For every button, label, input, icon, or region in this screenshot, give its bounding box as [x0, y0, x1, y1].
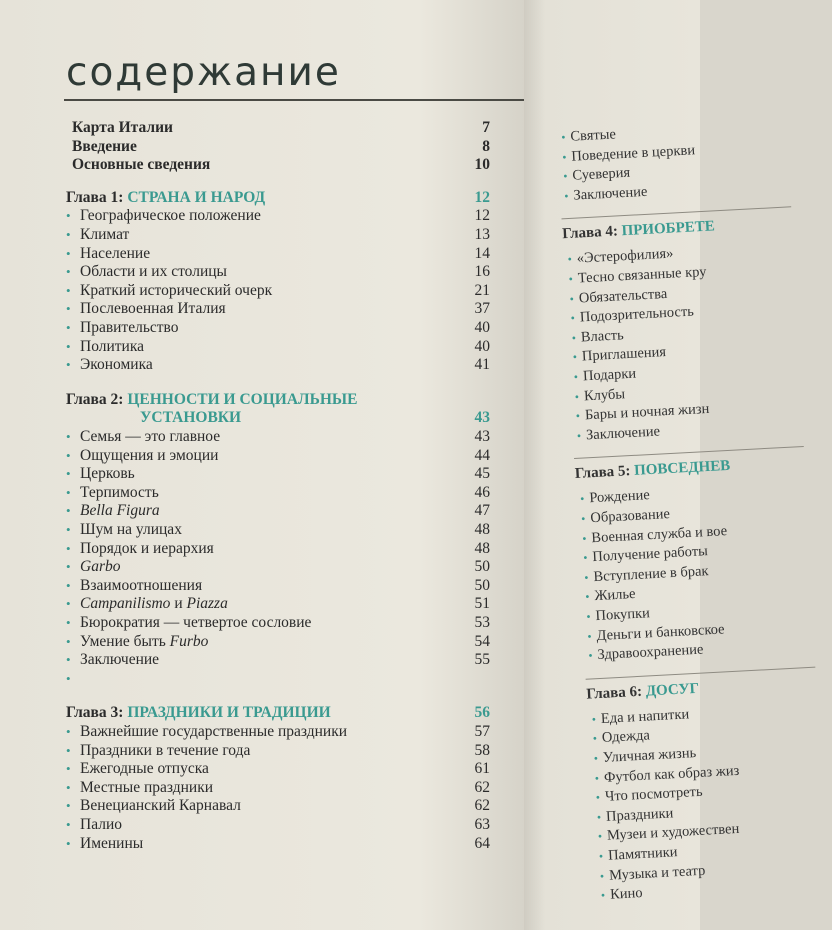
toc-front-entry: [66, 118, 490, 137]
bullet-icon: •: [560, 130, 566, 145]
bullet-icon: •: [583, 570, 589, 585]
toc-entry: [66, 594, 490, 613]
toc-entry-page: 12: [474, 207, 490, 225]
bullet-icon: •: [66, 264, 71, 280]
label-part: Умение быть: [80, 632, 170, 650]
bullet-icon: •: [593, 751, 599, 766]
toc-entry-label: Население: [80, 244, 151, 262]
toc-entry-page: 14: [474, 244, 490, 262]
toc-entry-label: Музеи и художествен: [606, 821, 740, 845]
toc-entry-label: Поведение в церкви: [571, 141, 696, 165]
toc-entry-label: Основные сведения: [72, 156, 211, 174]
right-toc-entry: [574, 385, 625, 406]
toc-entry: [66, 539, 490, 558]
toc-entry-page: 63: [474, 816, 490, 833]
bullet-icon: •: [592, 731, 598, 746]
toc-entry-page: 45: [474, 465, 490, 483]
bullet-icon: •: [576, 428, 582, 443]
right-chapter-heading: [574, 458, 730, 483]
toc-entry-label: Вступление в брак: [593, 562, 709, 585]
toc-entry-label: Что посмотреть: [604, 783, 703, 806]
toc-entry: [66, 464, 490, 483]
label-part: Campanilismo: [80, 595, 171, 613]
toc-entry: [66, 632, 490, 651]
right-toc-entry: [592, 727, 650, 748]
toc-entry-label: Еда и напитки: [600, 706, 690, 727]
right-page-content: [524, 0, 832, 929]
chapter-title-line: [140, 408, 241, 427]
toc-entry-label: Подарки: [582, 365, 637, 385]
toc-entry: [66, 557, 490, 576]
bullet-icon: •: [66, 724, 71, 739]
toc-entry: [66, 650, 490, 669]
right-toc-entry: [571, 326, 624, 347]
bullet-icon: •: [591, 712, 597, 727]
bullet-icon: •: [600, 888, 606, 903]
right-page: [524, 0, 740, 930]
toc-entry-label: Послевоенная Италия: [80, 300, 226, 318]
chapter-title-continued: УСТАНОВКИ: [140, 409, 242, 427]
right-toc-entry: [588, 641, 704, 665]
toc-entry-label: Памятники: [607, 844, 678, 864]
toc-entry-page: 16: [474, 263, 490, 281]
toc-entry: [66, 225, 490, 244]
right-toc-entry: [563, 164, 631, 185]
right-toc-entry: [585, 585, 636, 606]
toc-entry-label: [80, 632, 208, 651]
toc-entry-label: Правительство: [80, 319, 179, 336]
toc-entry-label: Клубы: [583, 385, 626, 404]
label-part: Furbo: [169, 632, 209, 650]
toc-entry-label: Жилье: [594, 586, 636, 605]
bullet-icon: •: [588, 648, 593, 663]
bullet-icon: •: [66, 835, 71, 851]
toc-entry: [66, 778, 490, 797]
bullet-icon: •: [563, 188, 569, 203]
toc-entry-page: 54: [474, 632, 490, 650]
page-title: содержание: [66, 50, 341, 95]
bullet-icon: •: [575, 408, 581, 424]
toc-entry-label: Карта Италии: [72, 119, 173, 136]
toc-entry: [66, 427, 490, 446]
chapter-title: ДОСУГ: [645, 680, 700, 700]
toc-entry-label: Тесно связанные кру: [577, 263, 707, 287]
toc-entry-label: Деньги и банковское: [596, 620, 725, 644]
chapter-prefix: Глава 5:: [574, 463, 635, 483]
right-toc-entry: [581, 505, 671, 528]
toc-entry: [66, 281, 490, 300]
toc-entry: [66, 815, 490, 834]
toc-entry-label: Экономика: [80, 356, 153, 374]
toc-entry-page: 47: [474, 502, 490, 520]
toc-entry-label: Суеверия: [572, 164, 631, 184]
right-chapter-heading: [586, 681, 699, 704]
toc-entry-label: Важнейшие государственные праздники: [80, 723, 348, 740]
toc-entry-page: 48: [474, 521, 490, 538]
bullet-icon: •: [572, 350, 578, 365]
chapter-rule: [574, 446, 804, 459]
toc-entry-label: Здравоохранение: [597, 641, 704, 664]
toc-entry: [66, 741, 490, 760]
chapter-title-line: [66, 703, 331, 722]
chapter-rule: [561, 207, 791, 220]
toc-entry-page: 7: [482, 119, 490, 136]
bullet-icon: •: [597, 829, 603, 844]
chapter-title: ПОВСЕДНЕВ: [633, 458, 731, 480]
toc-entry-label: Именины: [80, 834, 144, 852]
bullet-icon: •: [66, 522, 71, 537]
bullet-icon: •: [584, 589, 590, 604]
bullet-icon: •: [66, 633, 71, 649]
toc-entry-label: Bella Figura: [80, 502, 160, 520]
toc-entry-label: Заключение: [573, 183, 648, 204]
bullet-icon: •: [66, 227, 71, 242]
toc-chapter-heading: [66, 188, 490, 207]
toc-entry: [66, 262, 490, 281]
toc-entry-label: Праздники в течение года: [80, 741, 251, 759]
toc-entry-page: 44: [474, 446, 490, 464]
toc-front-entry: [66, 137, 490, 156]
toc-entry-label: Местные праздники: [80, 778, 214, 796]
chapter-prefix: Глава 1:: [66, 188, 128, 206]
toc-entry-label: Политика: [80, 337, 145, 355]
toc-entry-label: Географическое положение: [80, 207, 261, 225]
chapter-prefix: Глава 2:: [66, 390, 128, 408]
bullet-icon: •: [598, 849, 604, 864]
chapter-prefix: Глава 6:: [586, 683, 647, 703]
toc-entry-page: 53: [474, 614, 490, 631]
toc-entry-label: Бюрократия — четвертое сословие: [80, 614, 312, 631]
toc-entry: [66, 446, 490, 465]
toc-entry-page: 46: [474, 483, 490, 501]
toc-entry-page: 62: [474, 797, 490, 815]
toc-entry-label: Обязательства: [578, 285, 668, 307]
chapter-page: 56: [474, 704, 490, 722]
toc-entry-label: Уличная жизнь: [602, 745, 697, 766]
toc-entry-page: 37: [474, 300, 490, 318]
toc-entry-page: 58: [474, 741, 490, 759]
right-toc-entry: [596, 804, 673, 826]
toc-entry-label: Палио: [80, 816, 122, 833]
bullet-icon: •: [66, 559, 71, 575]
bullet-icon: •: [66, 301, 71, 317]
toc-entry-page: 13: [474, 226, 490, 243]
label-part: Piazza: [186, 595, 228, 613]
toc-entry-label: Взаимоотношения: [80, 576, 203, 594]
right-toc-entry: [576, 422, 660, 444]
chapter-title-line: [66, 188, 265, 207]
toc-entry: [66, 796, 490, 815]
chapter-title: ЦЕННОСТИ И СОЦИАЛЬНЫЕ: [127, 390, 358, 408]
bullet-icon: •: [582, 550, 588, 565]
toc-entry-label: Подозрительность: [579, 303, 695, 326]
toc-entry-page: 62: [474, 778, 490, 796]
toc-entry-label: Власть: [580, 327, 625, 346]
right-toc-entry: [599, 861, 705, 884]
toc-chapter-heading-cont: [66, 408, 490, 427]
bullet-icon: •: [571, 330, 577, 345]
toc-entry: [66, 206, 490, 225]
toc-entry: [66, 337, 490, 356]
bullet-icon: •: [66, 779, 71, 795]
bullet-icon: •: [574, 389, 580, 404]
bullet-icon: •: [66, 577, 71, 593]
toc-entry: [66, 576, 490, 595]
toc-entry: [66, 483, 490, 502]
toc-chapter-heading: [66, 703, 490, 722]
bullet-icon: •: [66, 429, 71, 444]
bullet-icon: •: [66, 447, 71, 463]
toc-entry-label: Музыка и театр: [608, 862, 706, 884]
right-toc-entry: [564, 183, 648, 205]
toc-entry-label: Футбол как образ жиз: [603, 762, 740, 786]
chapter-title: СТРАНА И НАРОД: [127, 188, 266, 206]
toc-entry-page: 57: [474, 723, 490, 740]
toc-front-entry: [66, 155, 490, 174]
bullet-icon: •: [66, 540, 71, 556]
toc-entry-label: Получение работы: [592, 543, 709, 566]
bullet-icon: •: [66, 817, 71, 832]
bullet-icon: •: [66, 742, 71, 758]
bullet-icon: •: [66, 761, 71, 777]
bullet-icon: •: [581, 531, 587, 546]
toc-entry-label: Ощущения и эмоции: [80, 446, 219, 464]
toc-entry-label: Терпимость: [80, 483, 159, 501]
toc-entry-label: Семья — это главное: [80, 428, 221, 445]
bullet-icon: •: [562, 169, 568, 184]
title-rule: [64, 99, 524, 101]
toc-entry-label: Праздники: [605, 805, 674, 825]
right-toc-entry: [580, 487, 650, 509]
toc-entry: [66, 244, 490, 263]
right-toc-entry: [598, 843, 677, 865]
bullet-icon: •: [66, 503, 71, 519]
chapter-page: 12: [474, 188, 490, 206]
toc-entry-page: 40: [474, 337, 490, 355]
right-toc-entry: [591, 705, 689, 728]
bullet-icon: •: [66, 670, 71, 686]
bullet-icon: •: [66, 484, 71, 500]
toc-entry: [66, 669, 490, 688]
right-toc-entry: [572, 343, 666, 366]
right-toc-entry: [595, 783, 703, 807]
toc-entry: [66, 759, 490, 778]
toc-entry-label: Церковь: [80, 465, 135, 483]
bullet-icon: •: [580, 511, 586, 526]
chapter-title: ПРАЗДНИКИ И ТРАДИЦИИ: [127, 704, 331, 722]
toc-entry: [66, 613, 490, 632]
chapter-prefix: Глава 4:: [561, 223, 623, 243]
right-toc-entry: [586, 604, 650, 625]
bullet-icon: •: [569, 291, 575, 306]
toc-entry: [66, 834, 490, 853]
toc-entry-page: 55: [474, 651, 490, 669]
toc-entry-label: Порядок и иерархия: [80, 539, 214, 557]
chapter-title-line: [66, 390, 357, 409]
toc-entry: [66, 299, 490, 318]
toc-entry: [66, 722, 490, 741]
toc-entry-label: Шум на улицах: [80, 521, 182, 538]
toc-entry: [66, 520, 490, 539]
bullet-icon: •: [66, 245, 71, 261]
bullet-icon: •: [66, 357, 71, 373]
toc-entry-label: Бары и ночная жизн: [584, 401, 710, 424]
toc-entry-label: [80, 594, 228, 613]
toc-entry-page: 21: [474, 281, 490, 299]
bullet-icon: •: [579, 491, 585, 507]
toc-entry-label: Заключение: [80, 651, 160, 669]
bullet-icon: •: [595, 790, 601, 805]
toc-entry-page: 41: [474, 356, 490, 374]
toc-entry-label: Климат: [80, 226, 130, 243]
right-toc-entry: [561, 125, 617, 146]
bullet-icon: •: [66, 652, 71, 668]
chapter-prefix: Глава 3:: [66, 704, 128, 722]
toc-entry-label: Кино: [609, 885, 643, 903]
toc-entry-page: 40: [474, 319, 490, 336]
toc-entry-label: Образование: [589, 506, 671, 527]
chapter-page: 43: [474, 409, 490, 427]
toc-entry: [66, 355, 490, 374]
toc-entry-label: Святые: [570, 126, 617, 145]
toc-entry-page: 48: [474, 539, 490, 557]
toc-entry: [66, 501, 490, 520]
toc-entry-label: Рождение: [588, 487, 651, 507]
toc-entry-page: 8: [482, 137, 490, 155]
bullet-icon: •: [585, 609, 591, 624]
right-toc-entry: [600, 884, 643, 904]
bullet-icon: •: [567, 252, 573, 267]
toc-entry-label: Одежда: [601, 727, 651, 747]
bullet-icon: •: [596, 809, 602, 825]
bullet-icon: •: [66, 596, 71, 612]
toc-entry-label: Garbo: [80, 558, 121, 576]
bullet-icon: •: [66, 466, 71, 482]
bullet-icon: •: [561, 149, 567, 164]
toc-entry-label: Заключение: [585, 423, 661, 444]
chapter-title: ПРИОБРЕТЕ: [621, 218, 716, 240]
toc-entry-page: 43: [474, 428, 490, 445]
toc-entry-label: Краткий исторический очерк: [80, 281, 273, 299]
toc-entry-label: Введение: [72, 137, 137, 155]
label-part: и: [170, 595, 187, 613]
toc-entry-page: 51: [474, 595, 490, 613]
right-toc-entry: [573, 365, 636, 386]
toc-chapter-heading: [66, 390, 490, 409]
bullet-icon: •: [66, 338, 71, 354]
toc-entry-label: «Эстерофилия»: [576, 245, 674, 267]
toc-entry-label: Приглашения: [581, 344, 667, 365]
bullet-icon: •: [66, 282, 71, 298]
toc-entry-page: 10: [474, 156, 490, 174]
bullet-icon: •: [587, 628, 592, 644]
right-chapter-heading: [562, 219, 715, 244]
toc-entry-page: 50: [474, 558, 490, 576]
bullet-icon: •: [599, 868, 605, 883]
bullet-icon: •: [66, 320, 71, 335]
toc-entry-label: Ежегодные отпуска: [80, 760, 209, 778]
toc-entry-page: 64: [474, 834, 490, 852]
bullet-icon: •: [568, 271, 574, 287]
bullet-icon: •: [66, 615, 71, 630]
toc-entry-page: 61: [474, 760, 490, 778]
toc-entry-label: Покупки: [595, 605, 651, 625]
bullet-icon: •: [573, 369, 579, 384]
bullet-icon: •: [594, 770, 600, 785]
toc-entry: [66, 318, 490, 337]
bullet-icon: •: [570, 310, 576, 326]
chapter-rule: [586, 666, 816, 679]
toc-entry-page: 50: [474, 576, 490, 594]
toc-entry-label: Области и их столицы: [80, 263, 227, 281]
toc-entry-label: Венецианский Карнавал: [80, 797, 241, 815]
toc-entry-label: Военная служба и вое: [591, 522, 728, 546]
bullet-icon: •: [66, 208, 71, 224]
bullet-icon: •: [66, 798, 71, 814]
